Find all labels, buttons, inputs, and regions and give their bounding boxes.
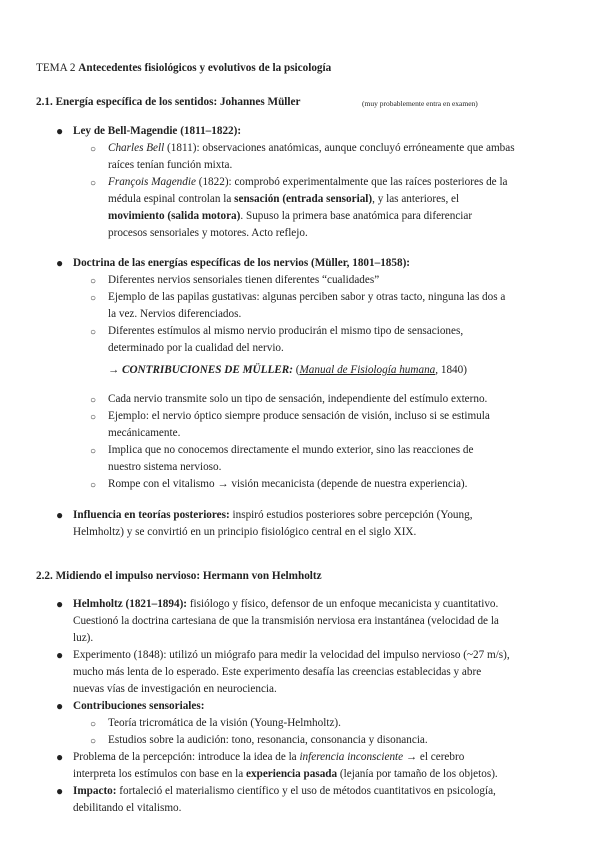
experiment-line-1: Experimento (1848): utilizó un miógrafo para medir la velocidad del impulso nervioso (~27 m/s), <box>73 649 510 661</box>
book-title: Manual de Fisiología humana <box>299 364 436 376</box>
magendie-line-1: François Magendie (1822): comprobó experimentalmente que las raíces posteriores de la <box>108 176 508 188</box>
magendie-line-4: procesos sensoriales y motores. Acto reflejo. <box>108 227 308 239</box>
circle-bullet-icon: ○ <box>90 144 97 155</box>
bullet-icon: ● <box>56 648 64 662</box>
helmholtz-line-2: Cuestionó la doctrina cartesiana de que la transmisión nerviosa era instantánea (velocidad de la <box>73 615 499 627</box>
bullet-icon: ● <box>56 508 64 522</box>
doctrine-item-6-line-2: nuestro sistema nervioso. <box>108 461 222 473</box>
circle-bullet-icon: ○ <box>90 276 97 287</box>
bullet-icon: ● <box>56 699 64 713</box>
doctrine-label: Doctrina de las energías específicas de los nervios (Müller, 1801–1858): <box>73 257 411 269</box>
circle-bullet-icon: ○ <box>90 178 97 189</box>
bullet-icon: ● <box>56 750 64 764</box>
doctrine-item-6-line-1: Implica que no conocemos directamente el mundo exterior, sino las reacciones de <box>108 444 474 456</box>
doctrine-item-7: Rompe con el vitalismo → visión mecanicista (depende de nuestra experiencia). <box>108 478 468 490</box>
helmholtz-line-1: Helmholtz (1821–1894): fisiólogo y físico, defensor de un enfoque mecanicista y cuantitativo. <box>73 598 499 610</box>
bell-line-2: raíces tenían función mixta. <box>108 159 233 171</box>
document-title: TEMA 2 Antecedentes fisiológicos y evolutivos de la psicología <box>36 62 332 74</box>
experiment-line-2: mucho más lenta de lo esperado. Este experimento desafía las creencias establecidas y abre <box>73 666 482 678</box>
helmholtz-line-3: luz). <box>73 632 94 644</box>
influence-line-2: Helmholtz) y se convirtió en un principio fisiológico central en el siglo XIX. <box>73 526 417 538</box>
doctrine-item-5-line-1: Ejemplo: el nervio óptico siempre produce sensación de visión, incluso si se estimula <box>108 410 490 422</box>
bell-magendie-label: Ley de Bell-Magendie (1811–1822): <box>73 125 242 137</box>
impact-line-2: debilitando el vitalismo. <box>73 802 182 814</box>
doctrine-item-4: Cada nervio transmite solo un tipo de sensación, independiente del estímulo externo. <box>108 393 488 405</box>
bullet-icon: ● <box>56 124 64 138</box>
bullet-icon: ● <box>56 784 64 798</box>
bullet-icon: ● <box>56 256 64 270</box>
perception-line-1: Problema de la percepción: introduce la idea de la inferencia inconsciente → el cerebro <box>73 751 465 763</box>
section-heading-2-1: 2.1. Energía específica de los sentidos: Johannes Müller <box>36 96 301 108</box>
sensory-item-1: Teoría tricromática de la visión (Young-Helmholtz). <box>108 717 341 729</box>
doctrine-item-2-line-2: la vez. Nervios diferenciados. <box>108 308 242 320</box>
experiment-line-3: nuevas vías de investigación en neurociencia. <box>73 683 277 695</box>
sensory-item-2: Estudios sobre la audición: tono, resonancia, consonancia y disonancia. <box>108 734 428 746</box>
bullet-icon: ● <box>56 597 64 611</box>
sensory-contributions-label: Contribuciones sensoriales: <box>73 700 205 712</box>
circle-bullet-icon: ○ <box>90 293 97 304</box>
magendie-line-3: movimiento (salida motora). Supuso la primera base anatómica para diferenciar <box>108 210 473 222</box>
perception-line-2: interpreta los estímulos con base en la experiencia pasada (lejanía por tamaño de los objetos). <box>73 768 498 780</box>
circle-bullet-icon: ○ <box>90 327 97 338</box>
magendie-line-2: médula espinal controlan la sensación (entrada sensorial), y las anteriores, el <box>108 193 460 205</box>
circle-bullet-icon: ○ <box>90 412 97 423</box>
circle-bullet-icon: ○ <box>90 719 97 730</box>
muller-contributions: → CONTRIBUCIONES DE MÜLLER: (Manual de Fisiología humana, 1840) <box>108 364 467 376</box>
influence-line-1: Influencia en teorías posteriores: inspiró estudios posteriores sobre percepción (Young, <box>73 509 473 521</box>
circle-bullet-icon: ○ <box>90 446 97 457</box>
exam-note: (muy probablemente entra en examen) <box>362 99 478 108</box>
doctrine-item-3-line-2: determinado por la cualidad del nervio. <box>108 342 284 354</box>
circle-bullet-icon: ○ <box>90 736 97 747</box>
circle-bullet-icon: ○ <box>90 395 97 406</box>
doctrine-item-5-line-2: mecánicamente. <box>108 427 181 439</box>
circle-bullet-icon: ○ <box>90 480 97 491</box>
impact-line-1: Impacto: fortaleció el materialismo científico y el uso de métodos cuantitativos en psicología, <box>73 785 496 797</box>
section-heading-2-2: 2.2. Midiendo el impulso nervioso: Hermann von Helmholtz <box>36 570 322 582</box>
doctrine-item-1: Diferentes nervios sensoriales tienen diferentes “cualidades” <box>108 274 380 286</box>
doctrine-item-3-line-1: Diferentes estímulos al mismo nervio producirán el mismo tipo de sensaciones, <box>108 325 464 337</box>
doctrine-item-2-line-1: Ejemplo de las papilas gustativas: algunas perciben sabor y otras tacto, ninguna las dos a <box>108 291 506 303</box>
bell-line-1: Charles Bell (1811): observaciones anatómicas, aunque concluyó erróneamente que ambas <box>108 142 515 154</box>
